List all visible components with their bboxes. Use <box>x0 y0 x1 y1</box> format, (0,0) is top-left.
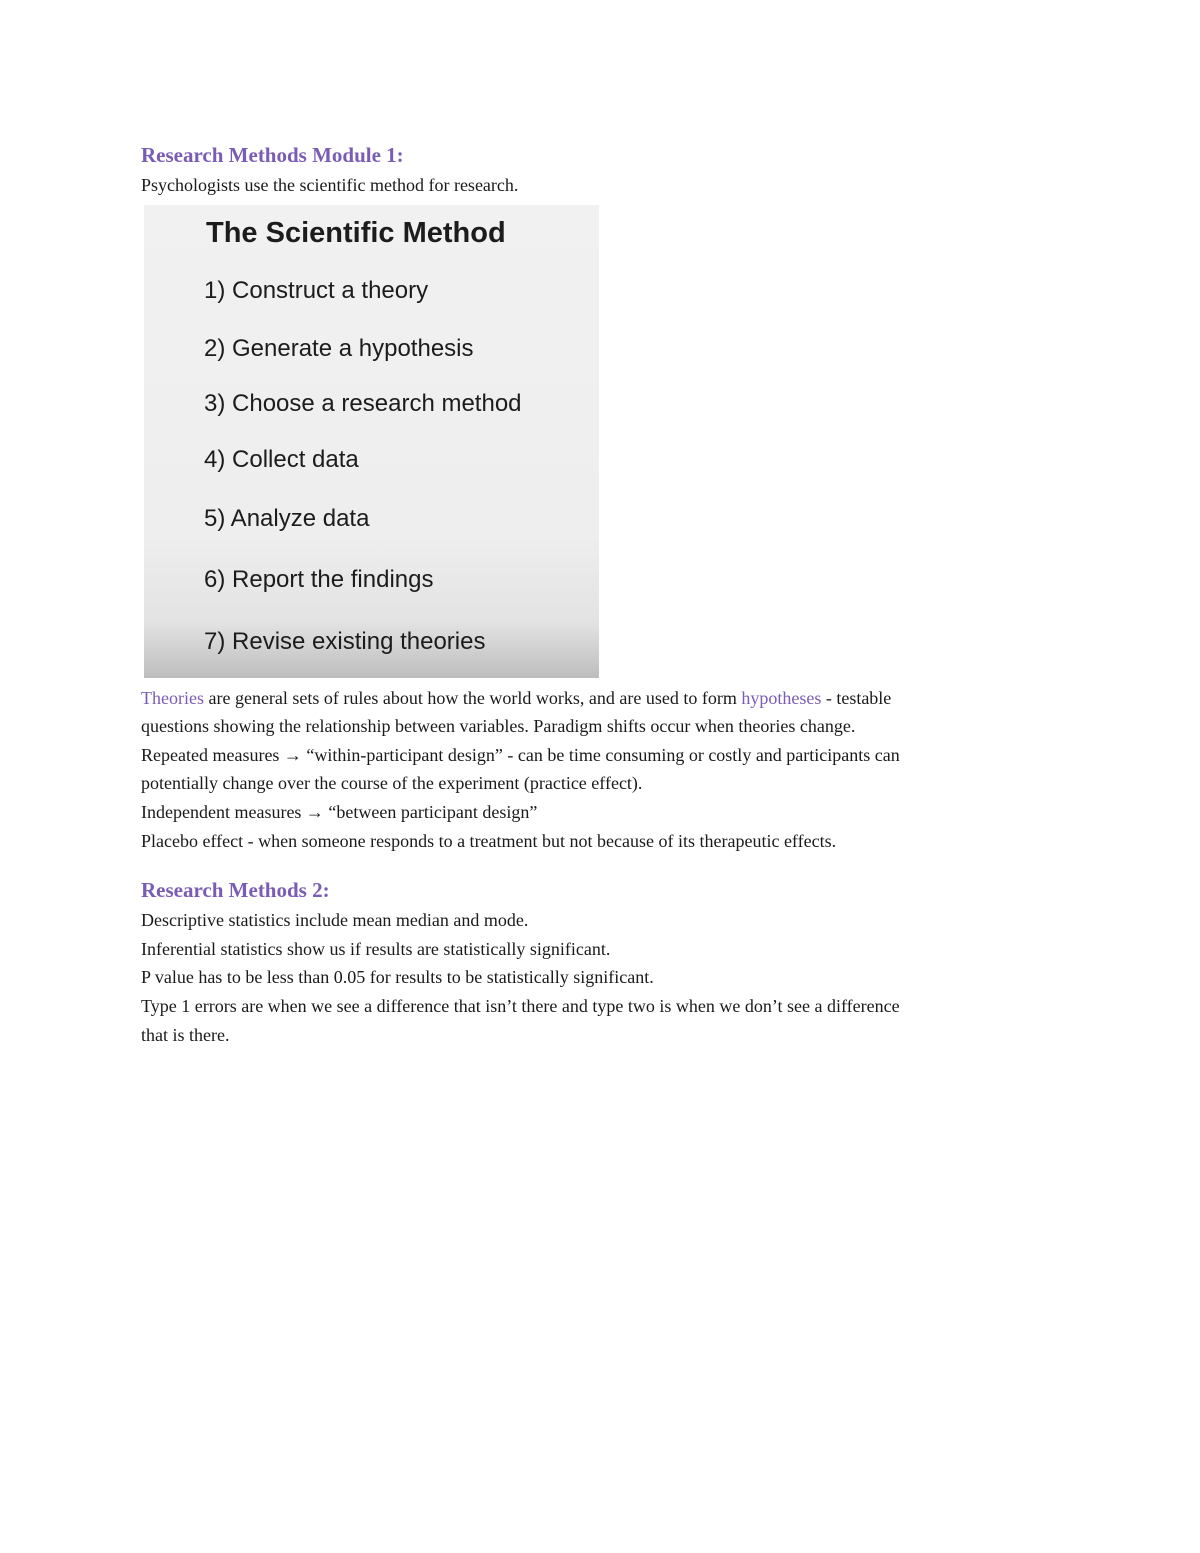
theories-paragraph-line-1 <box>141 684 1061 713</box>
p-value-line: P value has to be less than 0.05 for results to be statistically significant. <box>141 967 654 988</box>
figure-step: 6) Report the findings <box>204 565 434 593</box>
type-errors-line-1: Type 1 errors are when we see a difference that isn’t there and type two is when we don’t see a difference <box>141 995 900 1016</box>
theories-text-1: are general sets of rules about how the world works, and are used to form <box>203 687 742 708</box>
theories-text-2: - testable <box>821 687 892 708</box>
figure-step: 5) Analyze data <box>204 504 370 532</box>
inferential-statistics-line: Inferential statistics show us if results are statistically significant. <box>141 938 611 959</box>
placebo-effect-line: Placebo effect - when someone responds to a treatment but not because of its therapeutic effects. <box>141 830 837 851</box>
section-heading-module-1: Research Methods Module 1: <box>141 143 404 167</box>
repeated-measures-line-1: Repeated measures → “within-participant design” - can be time consuming or costly and participants can <box>141 744 900 765</box>
theories-paragraph-line-2: questions showing the relationship between variables. Paradigm shifts occur when theories change. <box>141 716 856 737</box>
figure-step: 3) Choose a research method <box>204 389 522 417</box>
document-page <box>141 140 1061 1049</box>
figure-step: 1) Construct a theory <box>204 276 429 304</box>
figure-title: The Scientific Method <box>206 216 506 249</box>
paragraph-spacer <box>141 855 1061 875</box>
repeated-measures-line-2: potentially change over the course of the experiment (practice effect). <box>141 773 643 794</box>
figure-step: 4) Collect data <box>204 445 359 473</box>
term-theories: Theories <box>141 687 204 708</box>
scientific-method-figure <box>144 205 599 678</box>
type-errors-line-2: that is there. <box>141 1024 230 1045</box>
figure-step: 7) Revise existing theories <box>204 627 486 655</box>
term-hypotheses: hypotheses <box>741 687 822 708</box>
intro-text: Psychologists use the scientific method for research. <box>141 175 519 195</box>
figure-step: 2) Generate a hypothesis <box>204 334 474 362</box>
descriptive-statistics-line: Descriptive statistics include mean median and mode. <box>141 910 529 931</box>
independent-measures-line: Independent measures → “between participant design” <box>141 801 538 822</box>
section-heading-methods-2: Research Methods 2: <box>141 878 330 903</box>
